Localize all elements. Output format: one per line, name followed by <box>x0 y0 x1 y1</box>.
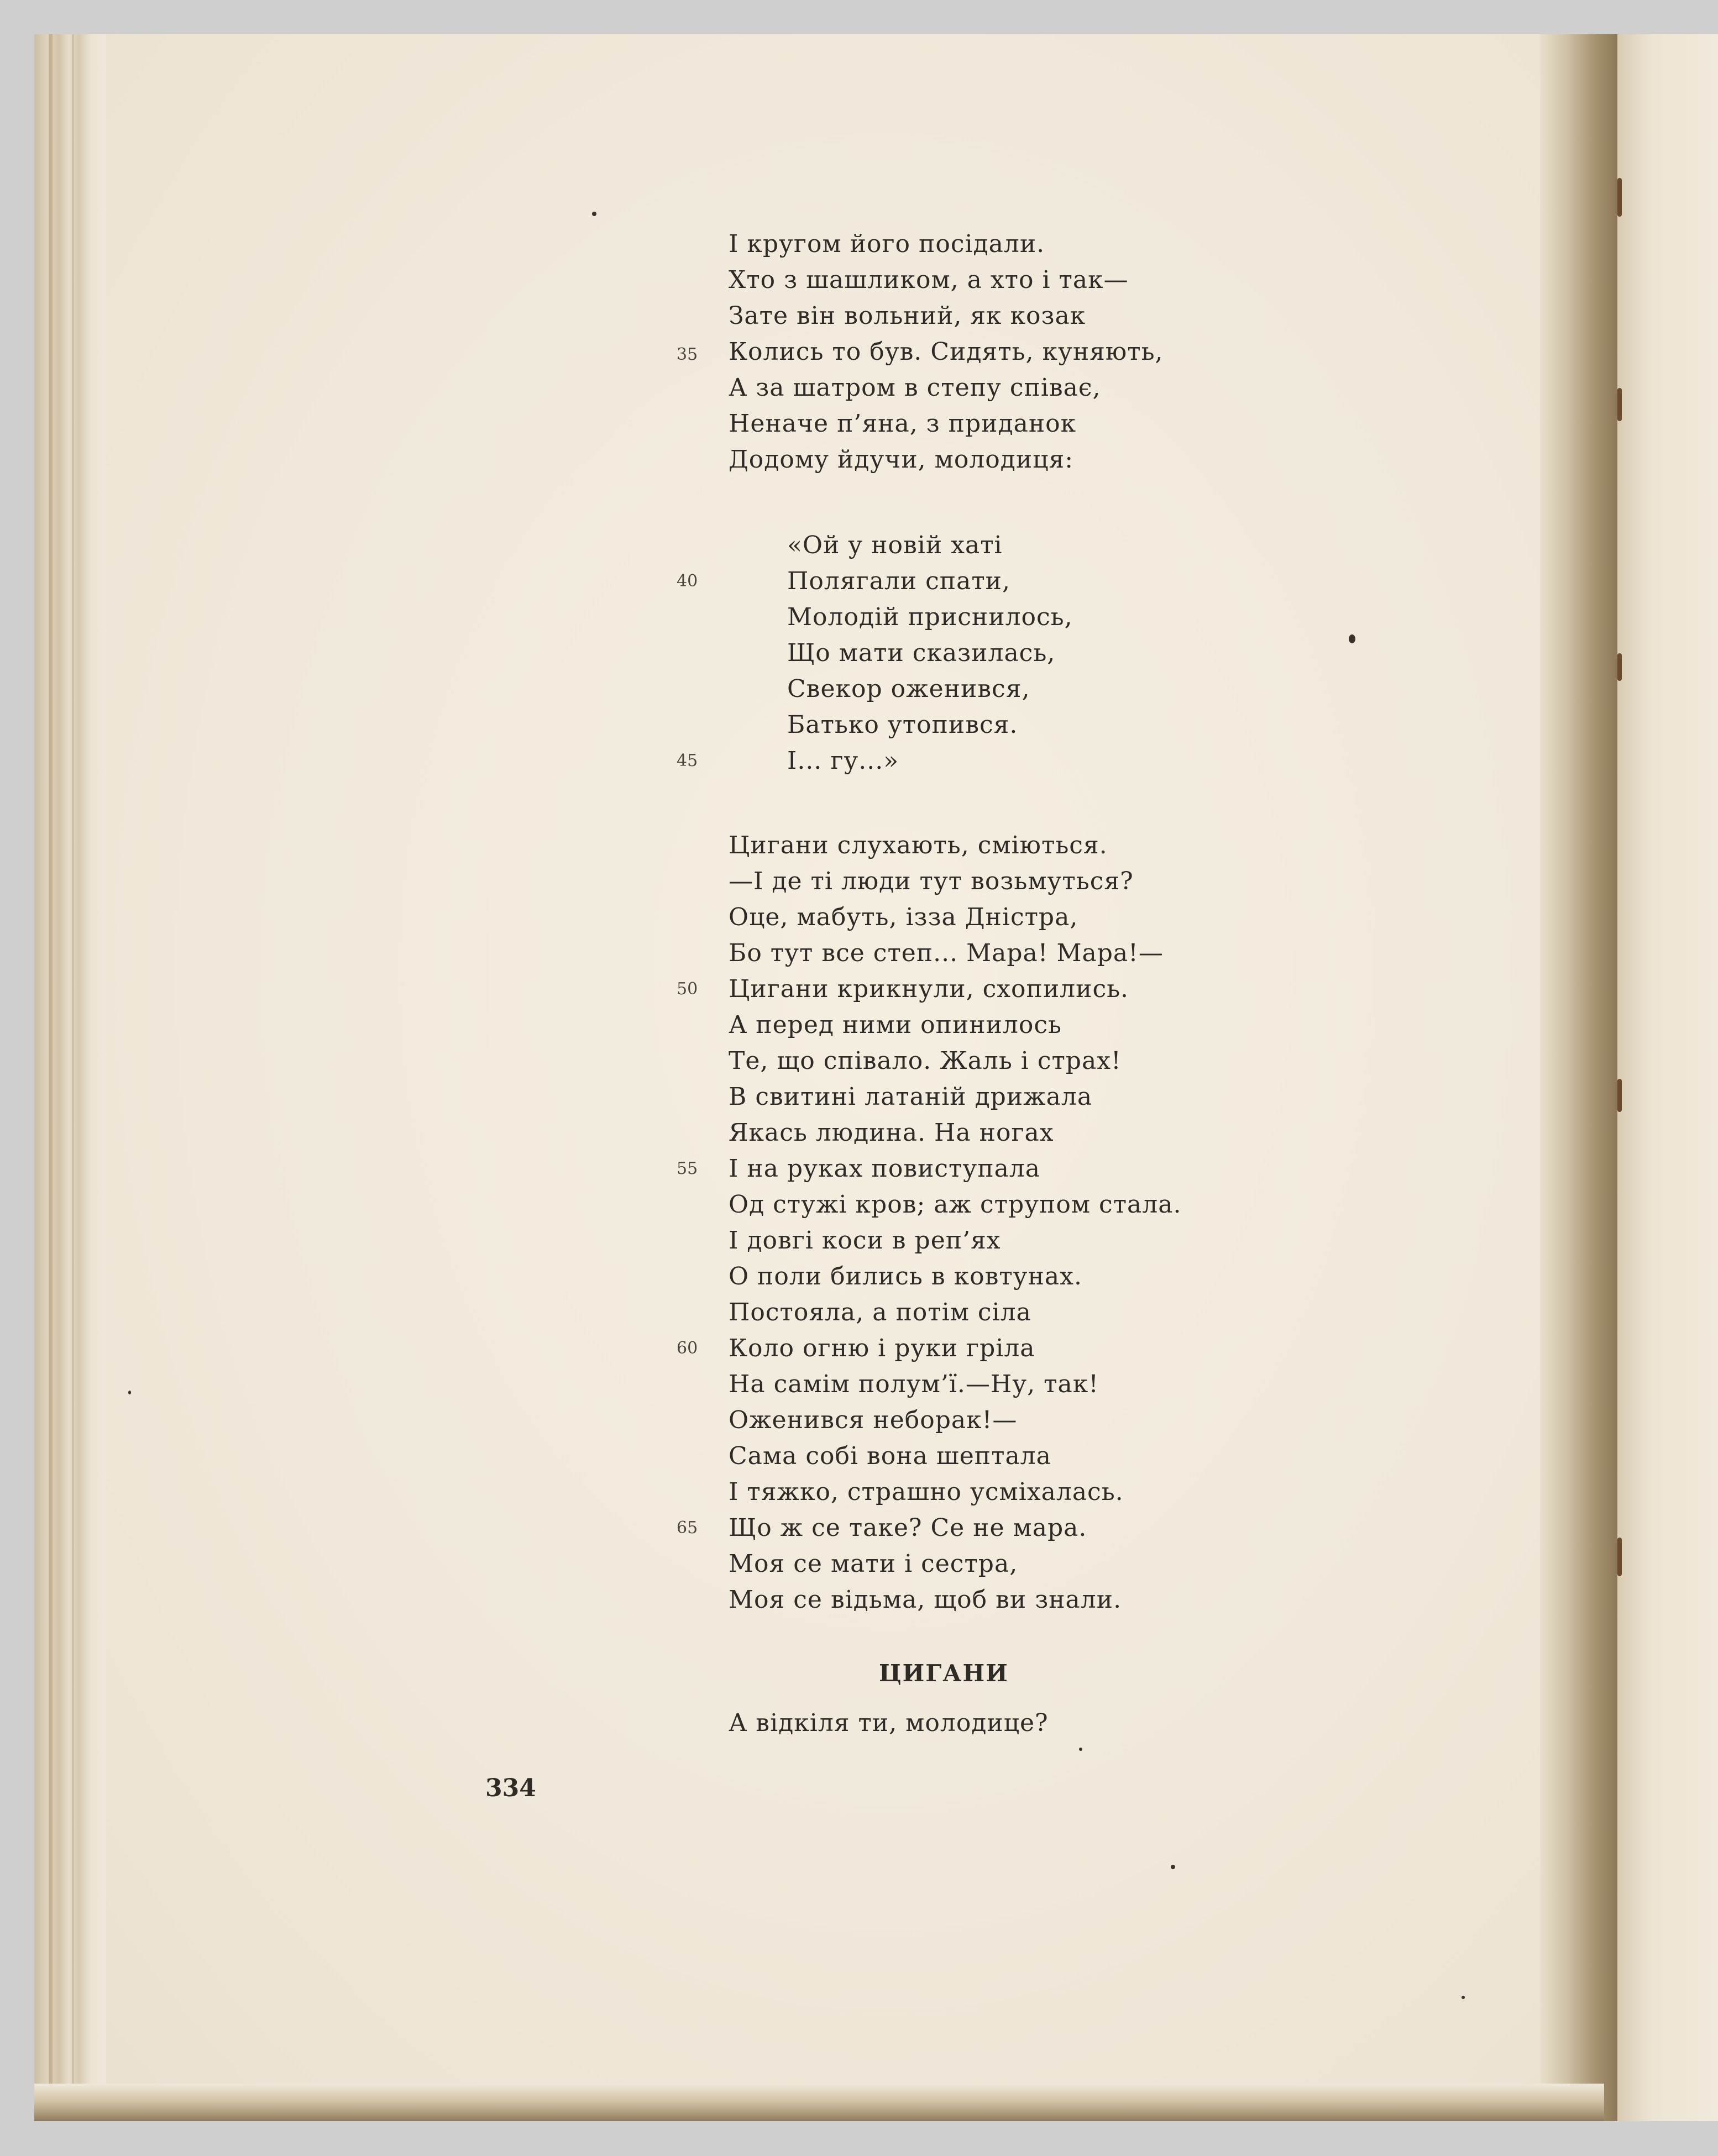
poem-line: І тяжко, страшно усміхалась. <box>729 1478 1124 1506</box>
page-speck <box>1171 1865 1175 1869</box>
page-bottom-edge <box>34 2084 1604 2121</box>
page-stain <box>1617 1538 1622 1576</box>
speaker-heading: ЦИГАНИ <box>879 1660 1009 1687</box>
poem-line: Од стужі кров; аж струпом стала. <box>729 1190 1182 1219</box>
poem-line: Зате він вольний, як козак <box>729 302 1086 330</box>
page-speck <box>1462 1996 1465 1999</box>
song-line: Свекор оженився, <box>787 675 1030 703</box>
poem-line: А перед ними опинилось <box>729 1011 1062 1039</box>
next-page-edge <box>1617 34 1718 2121</box>
page-speck <box>128 1391 131 1394</box>
page-stain <box>1617 1079 1622 1112</box>
poem-line: Бо тут все степ... Мара! Мара!— <box>729 939 1164 967</box>
poem-line: Якась людина. На ногах <box>729 1119 1054 1147</box>
page-stain <box>1617 388 1622 421</box>
song-line: І... гу...» <box>787 747 899 775</box>
poem-line: Коло огню і руки гріла <box>729 1334 1035 1362</box>
poem-line: —І де ті люди тут возьмуться? <box>729 867 1134 895</box>
poem-line: І довгі коси в реп’ях <box>729 1226 1001 1255</box>
song-line: Молодій приснилось, <box>787 603 1073 631</box>
poem-line: Хто з шашликом, а хто і так— <box>729 266 1129 294</box>
poem-line: Колись то був. Сидять, куняють, <box>729 338 1164 366</box>
poem-line: Додому йдучи, молодиця: <box>729 445 1074 474</box>
poem-line: Неначе п’яна, з приданок <box>729 410 1077 438</box>
poem-line: Сама собі вона шептала <box>729 1442 1051 1470</box>
song-line: Що мати сказилась, <box>787 639 1056 667</box>
line-number: 60 <box>677 1339 698 1358</box>
song-line: Полягали спати, <box>787 567 1010 595</box>
dialogue-line: А відкіля ти, молодице? <box>729 1709 1049 1737</box>
poem-line: О поли бились в ковтунах. <box>729 1262 1082 1291</box>
poem-line: Оце, мабуть, ізза Дністра, <box>729 903 1078 931</box>
page-number: 334 <box>485 1774 536 1802</box>
poem-line: Те, що співало. Жаль і страх! <box>729 1047 1122 1075</box>
song-line: «Ой у новій хаті <box>787 531 1003 559</box>
poem-line: А за шатром в степу співає, <box>729 374 1101 402</box>
poem-line: Моя се мати і сестра, <box>729 1550 1018 1578</box>
poem-line: Постояла, а потім сіла <box>729 1298 1031 1326</box>
poem-line: На самім полум’ї.—Ну, так! <box>729 1370 1099 1398</box>
book-gutter <box>1540 34 1617 2121</box>
song-line: Батько утопився. <box>787 711 1018 739</box>
line-number: 65 <box>677 1518 698 1538</box>
poem-line: Моя се відьма, щоб ви знали. <box>729 1586 1122 1614</box>
page-stack-edge <box>34 34 106 2121</box>
line-number: 35 <box>677 345 698 364</box>
line-number: 40 <box>677 571 698 591</box>
poem-line: І на руках повиступала <box>729 1155 1041 1183</box>
poem-line: В свитині латаній дрижала <box>729 1083 1093 1111</box>
poem-line: І кругом його посідали. <box>729 230 1045 258</box>
page-speck <box>1349 634 1355 643</box>
line-number: 50 <box>677 979 698 999</box>
page-stain <box>1617 178 1622 217</box>
page-stain <box>1617 653 1622 681</box>
page-speck <box>592 212 596 216</box>
poem-line: Що ж се таке? Се не мара. <box>729 1514 1087 1542</box>
poem-line: Оженився небоpак!— <box>729 1406 1018 1434</box>
line-number: 45 <box>677 751 698 770</box>
line-number: 55 <box>677 1159 698 1178</box>
page-speck <box>1079 1748 1082 1751</box>
poem-line: Цигани слухають, сміються. <box>729 831 1108 859</box>
poem-line: Цигани крикнули, схопились. <box>729 975 1129 1003</box>
